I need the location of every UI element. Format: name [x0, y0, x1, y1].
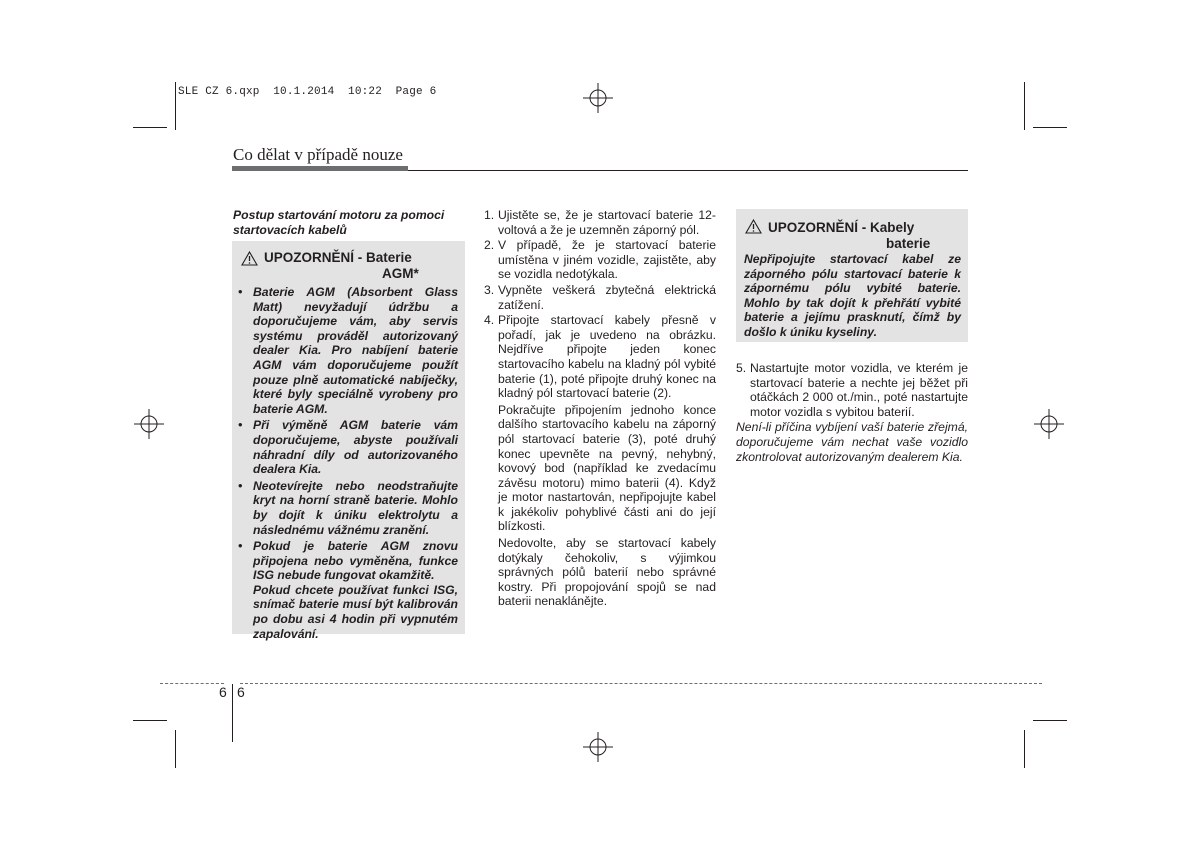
footer-dashed-rule	[240, 683, 1042, 684]
warning-title	[768, 220, 964, 251]
warning-bullet: • Baterie AGM (Absorbent Glass Matt) nevyžadují údržbu a doporučujeme vám, aby servis systému prováděl autorizovaný dealer Kia. Pro nabíjení baterie AGM vám doporučujeme použít pouze plně automatické nabíječky, které byly speciálně vyrobeny pro baterie AGM.	[236, 285, 458, 416]
header-rule	[408, 170, 968, 171]
crop-mark	[1024, 82, 1025, 130]
warning-title-line2: AGM*	[382, 265, 419, 281]
step-paragraph: Nedovolte, aby se startovací kabely dotýkaly čehokoliv, s výjimkou správných pólů baterií nebo správné kostry. Při propojování spojů se nad baterii nenaklánějte.	[498, 536, 716, 609]
crop-mark	[175, 82, 176, 130]
crop-mark	[175, 730, 176, 768]
warning-triangle-icon	[745, 219, 762, 234]
warning-title	[264, 250, 460, 281]
step-paragraph: Pokračujte připojením jednoho konce dalšího startovacího kabelu na záporný pól startovací baterie (3), poté druhý konec upevněte na pevný, nehybný, kovový bod (například ke zvedacímu závěsu motoru) mimo baterii (4). Když je motor nastartován, nepřipojujte kabel k jakékoliv pohyblivé části ani do její blízkosti.	[498, 402, 716, 534]
warning-body	[236, 285, 458, 641]
warning-bullet: • Při výměně AGM baterie vám doporučujeme, abyste používali náhradní díly od autorizovaného dealera Kia.	[236, 418, 458, 476]
step-text: Připojte startovací kabely přesně v pořadí, jak je uvedeno na obrázku. Nejdříve připojte jeden konec startovacího kabelu na kladný pól vybité baterie (1), poté připojte druhý konec na kladný pól startovací baterie (2).	[498, 313, 716, 401]
warning-body: Nepřipojujte startovací kabel ze záporného pólu startovací baterie k zápornému pólu vybité baterie. Mohlo by tak dojít k přehřátí vybité baterie a jejímu prasknutí, čímž by došlo k úniku kyseliny.	[744, 252, 961, 339]
crop-mark	[1033, 720, 1067, 721]
warning-title-line2: baterie	[886, 235, 931, 251]
step-text: Nastartujte motor vozidla, ve kterém je startovací baterie a nechte jej běžet při otáčkách 2 000 ot./min., poté nastartujte motor vozidla s vybitou baterií.	[750, 361, 968, 419]
warning-extra: Pokud chcete používat funkci ISG, snímač baterie musí být kalibrován po dobu asi 4 hodin při vypnutém zapalování.	[253, 582, 458, 641]
step-number: 1.	[484, 208, 495, 222]
section-heading: Postup startování motoru za pomoci startovacích kabelů	[233, 208, 445, 237]
crop-mark	[1033, 127, 1067, 128]
warning-box-agm	[232, 241, 465, 641]
step-item	[484, 283, 716, 312]
step-number: 5.	[736, 361, 747, 375]
step-number: 2.	[484, 238, 495, 253]
step-item	[736, 361, 968, 419]
step-item	[484, 313, 716, 401]
steps-column	[484, 208, 716, 609]
registration-mark-icon	[1034, 409, 1064, 439]
footer-dashed-rule	[160, 683, 224, 684]
step-text: Ujistěte se, že je startovací baterie 12-voltová a že je uzemněn záporný pól.	[498, 208, 716, 237]
warning-title-line1: UPOZORNĚNÍ - Kabely	[768, 220, 915, 235]
step-5-block	[736, 361, 968, 464]
registration-mark-icon	[134, 409, 164, 439]
page-number: 6	[237, 684, 245, 700]
crop-mark	[1024, 730, 1025, 768]
registration-mark-icon	[583, 83, 613, 113]
note-text: Není-li příčina vybíjení vaší baterie zřejmá, doporučujeme vám nechat vaše vozidlo zkontrolovat autorizovaným dealerem Kia.	[736, 420, 968, 464]
step-number: 3.	[484, 282, 495, 297]
step-item	[484, 238, 716, 282]
page-title: Co dělat v případě nouze	[233, 145, 403, 164]
warning-bullet: • Neotevírejte nebo neodstraňujte kryt na horní straně baterie. Mohlo by dojít k úniku elektrolytu a následnému vážnému zranění.	[236, 479, 458, 537]
page-number-chapter: 6	[219, 684, 227, 700]
step-number: 4.	[484, 313, 495, 328]
warning-box-cables	[736, 209, 968, 342]
warning-bullet: • Pokud je baterie AGM znovu připojena nebo vyměněna, funkce ISG nebude fungovat okamžitě.	[236, 539, 458, 583]
print-slug: SLE CZ 6.qxp 10.1.2014 10:22 Page 6	[178, 86, 437, 98]
registration-mark-icon	[583, 732, 613, 762]
page-number-divider	[232, 684, 233, 742]
crop-mark	[133, 720, 167, 721]
header-rule-accent	[232, 166, 408, 171]
crop-mark	[133, 127, 167, 128]
step-text: Vypněte veškerá zbytečná elektrická zatížení.	[498, 282, 716, 312]
warning-triangle-icon	[241, 251, 258, 266]
warning-title-line1: UPOZORNĚNÍ - Baterie	[264, 250, 412, 265]
step-item	[484, 208, 716, 237]
step-text: V případě, že je startovací baterie umístěna v jiném vozidle, zajistěte, aby se vozidla nedotýkala.	[498, 238, 716, 282]
